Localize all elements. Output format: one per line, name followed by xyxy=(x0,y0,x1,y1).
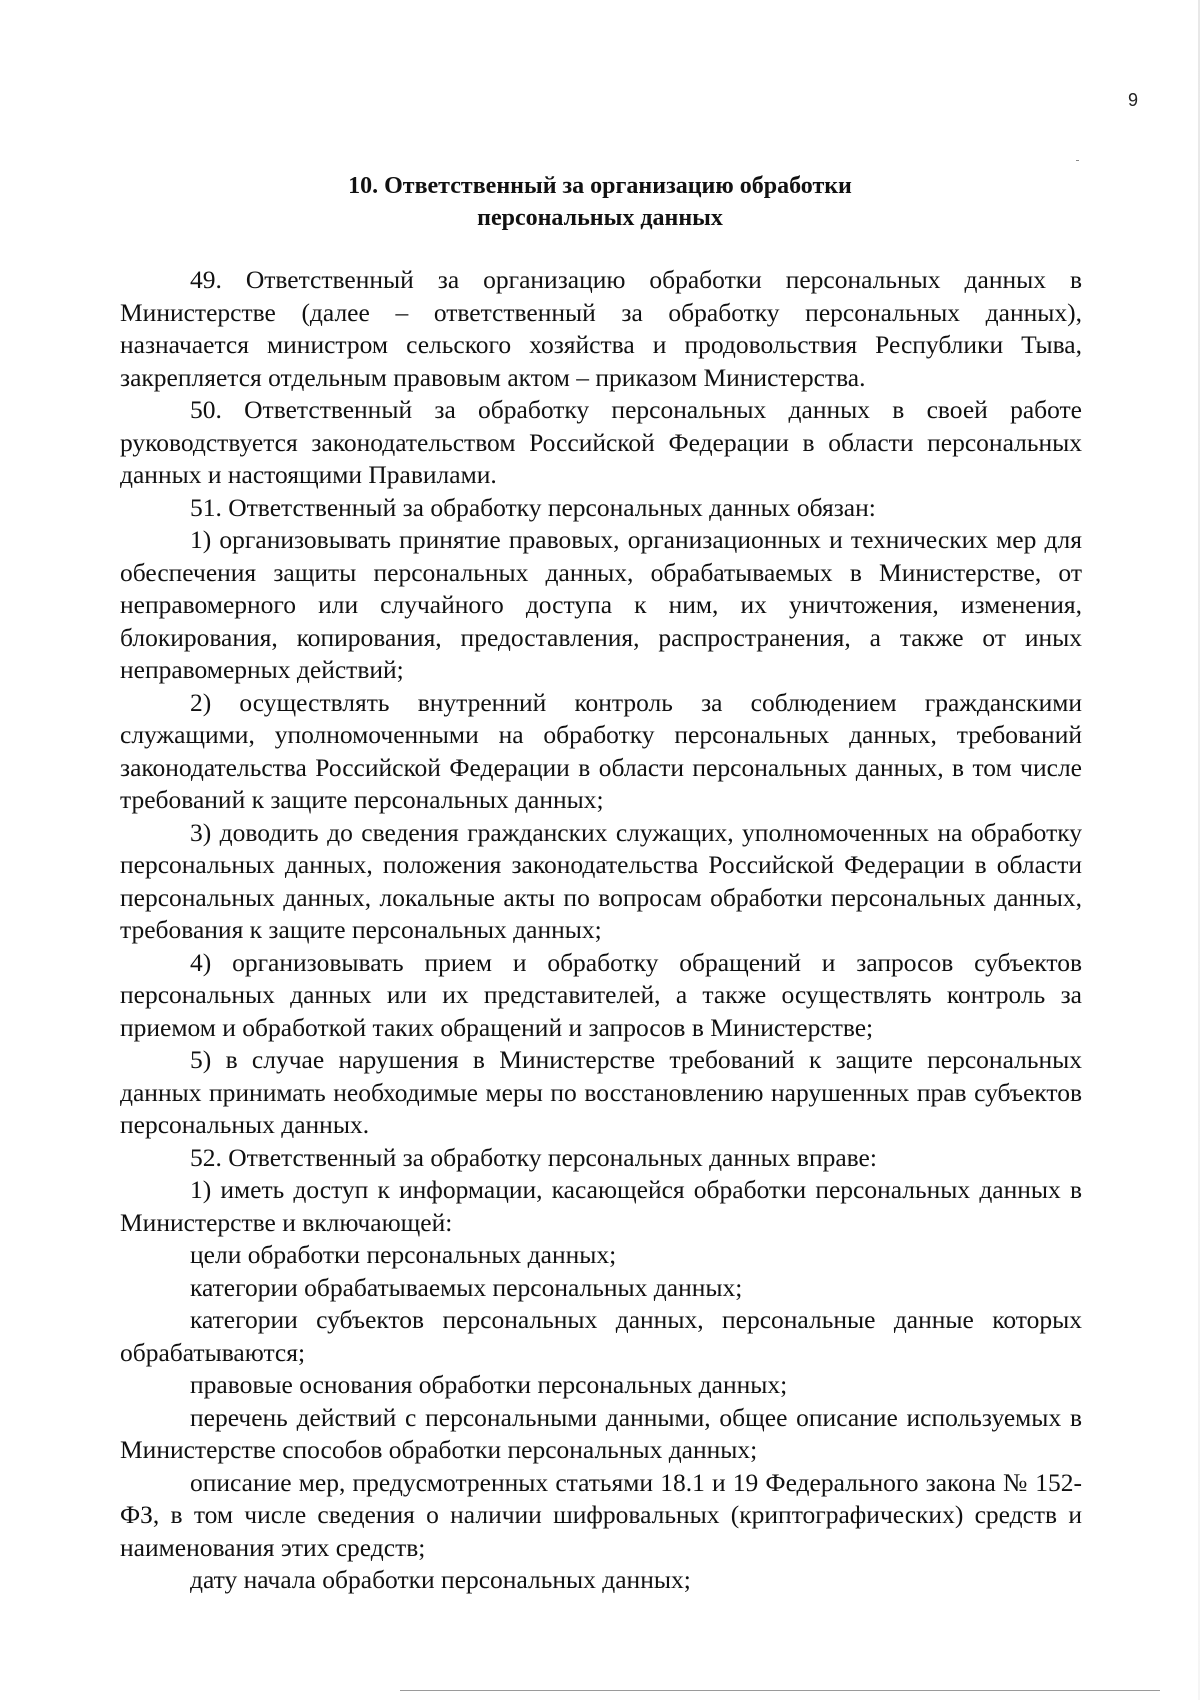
paragraph-51-item-4: 4) организовывать прием и обработку обращений и запросов субъектов персональных данных или их представителей, а также осуществлять контроль за приемом и обработкой таких обращений и запросов в Министерстве; xyxy=(120,947,1082,1042)
paragraph-51-item-3: 3) доводить до сведения гражданских служащих, уполномоченных на обработку персональных данных, положения законодательства Российской Федерации в области персональных данных, локальные акты по вопросам обработки персональных данных, требования к защите персональных данных; xyxy=(120,817,1082,944)
document-body xyxy=(120,264,1082,1597)
list-item-subject-categories: категории субъектов персональных данных, персональные данные которых обрабатываются; xyxy=(120,1305,1082,1367)
paragraph-49: 49. Ответственный за организацию обработки персональных данных в Министерстве (далее – ответственный за обработку персональных данных), назначается министром сельского хозяйства и продовольствия Республики Тыва, закрепляется отдельным правовым актом – приказом Министерства. xyxy=(120,265,1082,392)
paragraph-52: 52. Ответственный за обработку персональных данных вправе: xyxy=(190,1142,877,1172)
paragraph-51-item-2: 2) осуществлять внутренний контроль за соблюдением гражданскими служащими, уполномоченными на обработку персональных данных, требований законодательства Российской Федерации в области персональных данных, в том числе требований к защите персональных данных; xyxy=(120,687,1082,814)
list-item-legal-grounds: правовые основания обработки персональных данных; xyxy=(190,1370,788,1399)
page-number: 9 xyxy=(1128,90,1139,110)
paragraph-50: 50. Ответственный за обработку персональных данных в своей работе руководствуется законодательством Российской Федерации в области персональных данных и настоящими Правилами. xyxy=(120,395,1082,489)
paragraph-51: 51. Ответственный за обработку персональных данных обязан: xyxy=(190,492,876,522)
section-heading xyxy=(120,170,1080,234)
list-item-actions: перечень действий с персональными данными, общее описание используемых в Министерстве способов обработки персональных данных; xyxy=(120,1402,1082,1464)
paragraph-51-item-5: 5) в случае нарушения в Министерстве требований к защите персональных данных принимать необходимые меры по восстановлению нарушенных прав субъектов персональных данных. xyxy=(120,1045,1082,1139)
list-item-purposes: цели обработки персональных данных; xyxy=(190,1240,617,1269)
section-heading-line-2: персональных данных xyxy=(477,205,723,231)
list-item-measures: описание мер, предусмотренных статьями 18.1 и 19 Федерального закона № 152-ФЗ, в том числе сведения о наличии шифровальных (криптографических) средств и наименования этих средств; xyxy=(120,1467,1082,1562)
bottom-scan-line xyxy=(400,1690,1160,1691)
paragraph-52-item-1: 1) иметь доступ к информации, касающейся обработки персональных данных в Министерстве и включающей: xyxy=(120,1175,1082,1237)
paragraph-51-item-1: 1) организовывать принятие правовых, организационных и технических мер для обеспечения защиты персональных данных, обрабатываемых в Министерстве, от неправомерного или случайного доступа к ним, их уничтожения, изменения, блокирования, копирования, предоставления, распространения, а также от иных неправомерных действий; xyxy=(120,525,1082,684)
section-heading-line-1: 10. Ответственный за организацию обработки xyxy=(348,173,852,199)
list-item-start-date: дату начала обработки персональных данных; xyxy=(190,1565,691,1594)
list-item-data-categories: категории обрабатываемых персональных данных; xyxy=(190,1272,743,1302)
scan-mark xyxy=(1076,160,1079,161)
